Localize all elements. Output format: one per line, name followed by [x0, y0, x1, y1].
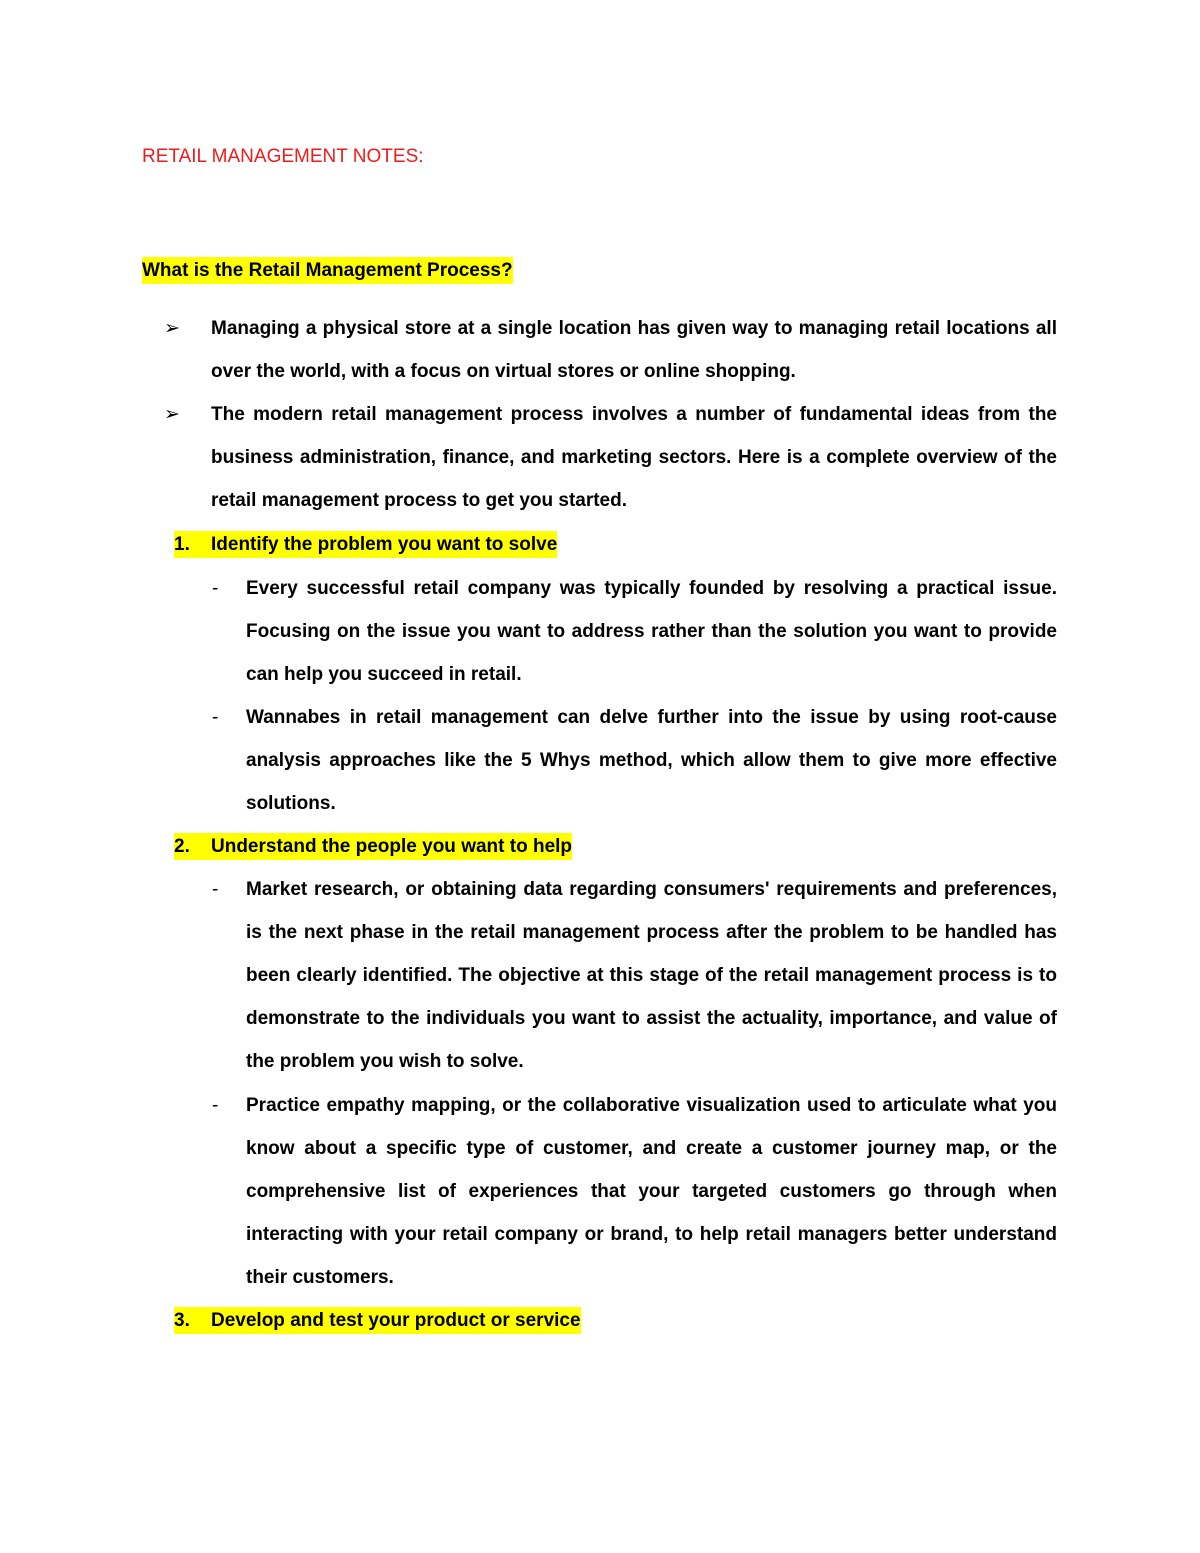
arrow-bullet-icon: ➢ — [164, 318, 180, 339]
step-number: 2. — [174, 836, 190, 857]
step-heading — [174, 1306, 581, 1336]
intro-bullet-text: Managing a physical store at a single location has given way to managing retail locations all over the world, with a focus on virtual stores or online shopping. — [211, 318, 1057, 382]
document-title: RETAIL MANAGEMENT NOTES: — [142, 146, 424, 167]
step-point-text: Wannabes in retail management can delve further into the issue by using root-cause analysis approaches like the 5 Whys method, which allow them to give more effective solutions. — [246, 707, 1057, 814]
dash-bullet-icon: - — [212, 578, 219, 599]
intro-bullet-text: The modern retail management process involves a number of fundamental ideas from the business administration, finance, and marketing sectors. Here is a complete overview of the retail management process to get you started. — [211, 404, 1057, 511]
section-heading — [142, 256, 513, 286]
step-heading-highlight — [174, 1307, 581, 1334]
step-heading-highlight — [174, 833, 572, 860]
arrow-bullet-icon: ➢ — [164, 404, 180, 425]
step-point-text: Practice empathy mapping, or the collaborative visualization used to articulate what you know about a specific type of customer, and create a customer journey map, or the comprehensive list of experiences that your targeted customers go through when interacting with your retail company or brand, to help retail managers better understand their customers. — [246, 1095, 1057, 1288]
dash-bullet-icon: - — [212, 879, 219, 900]
step-point-text: Market research, or obtaining data regarding consumers' requirements and preferences, is the next phase in the retail management process after the problem to be handled has been clearly identified. The objective at this stage of the retail management process is to demonstrate to the individuals you want to assist the actuality, importance, and value of the problem you wish to solve. — [246, 879, 1057, 1072]
dash-bullet-icon: - — [212, 707, 219, 728]
step-number: 1. — [174, 534, 190, 555]
step-title: Identify the problem you want to solve — [211, 534, 558, 555]
section-heading-text: What is the Retail Management Process? — [142, 257, 513, 284]
step-heading-highlight — [174, 531, 557, 558]
step-point-text: Every successful retail company was typically founded by resolving a practical issue. Focusing on the issue you want to address rather than the solution you want to provide can help you succeed in retail. — [246, 578, 1057, 685]
step-heading — [174, 832, 572, 862]
step-number: 3. — [174, 1310, 190, 1331]
step-title: Understand the people you want to help — [211, 836, 573, 857]
dash-bullet-icon: - — [212, 1095, 219, 1116]
step-title: Develop and test your product or service — [211, 1310, 581, 1331]
step-heading — [174, 530, 557, 560]
